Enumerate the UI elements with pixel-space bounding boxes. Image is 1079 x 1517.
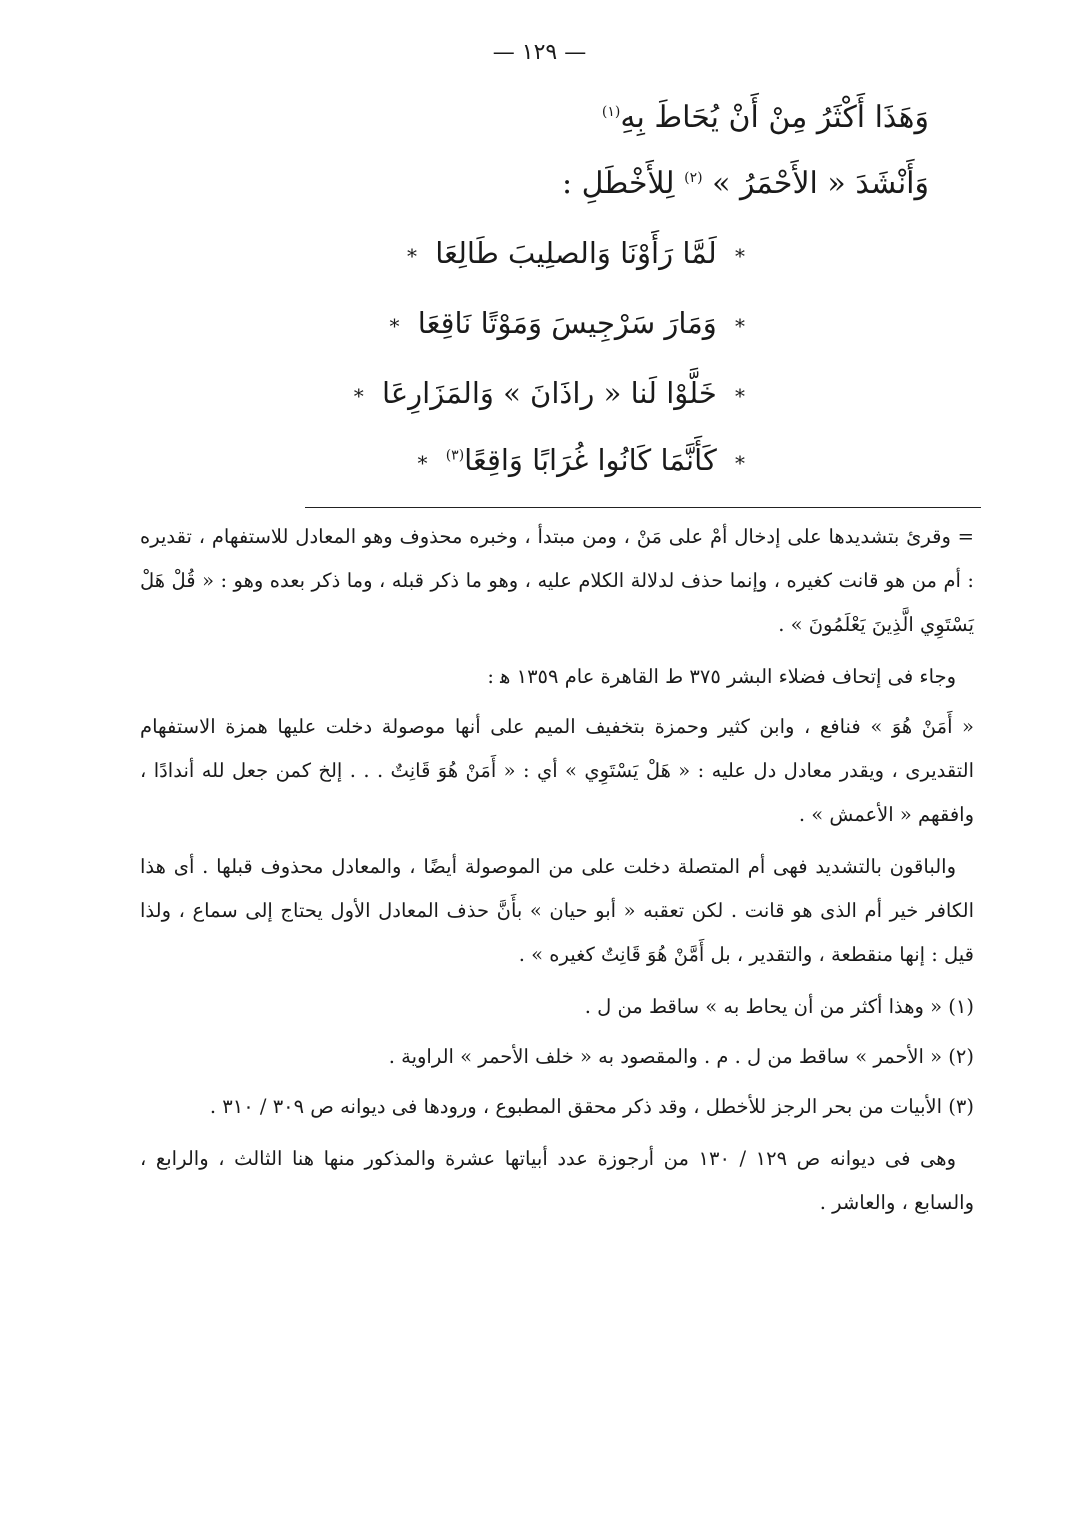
verse-line-3 bbox=[334, 376, 754, 410]
verse-text: خَلَّوْا لَنا « راذَانَ » وَالمَزَارِعَا bbox=[382, 376, 717, 410]
verse-star-marker: * bbox=[353, 384, 364, 408]
page-number: — ١٢٩ — bbox=[492, 40, 587, 65]
main-line-2-part-1: وَأَنْشَدَ « الأَحْمَرُ » bbox=[712, 166, 929, 201]
note-paragraph-5: وهى فى ديوانه ص ١٢٩ / ١٣٠ من أرجوزة عدد أبياتها عشرة والمذكور منها هنا الثالث ، والرابع ، والسابع ، والعاشر . bbox=[140, 1147, 974, 1214]
note-paragraph-1: = وقرئ بتشديدها على إدخال أمْ على مَنْ ، ومن مبتدأ ، وخبره محذوف وهو المعادل للاستفهام ، تقديره : أم من هو قانت كغيره ، وإنما حذف لدلالة الكلام عليه ، وهو ما ذكر قبله ، وما ذكر بعده وهو : « قُلْ هَلْ يَسْتَوِي الَّذِينَ يَعْلَمُونَ » . bbox=[140, 525, 974, 636]
main-line-1-text: وَهَذَا أَكْثَرُ مِنْ أَنْ يُحَاطَ بِهِ bbox=[620, 100, 929, 135]
verse-line-2 bbox=[334, 306, 754, 340]
verse-text: كَأَنَّمَا كَانُوا غُرَابًا وَاقِعًا bbox=[464, 443, 717, 477]
footnotes-section bbox=[140, 515, 974, 1233]
verse-star-marker: * bbox=[735, 451, 745, 475]
footnote-ref-3: (٣) bbox=[445, 447, 465, 464]
main-line-1 bbox=[150, 100, 929, 135]
footnote-ref-1: (١) bbox=[601, 104, 621, 120]
note-paragraph-4: والباقون بالتشديد فهى أم المتصلة دخلت على من الموصولة أيضًا ، والمعادل محذوف قبلها . أى هذا الكافر خير أم الذى هو قانت . لكن تعقبه « أبو حيان » بأَنَّ حذف المعادل الأول يحتاج إلى سماع ، ولذا قيل : إنها منقطعة ، والتقدير ، بل أَمَّنْ هُوَ قَانِتٌ كغيره » . bbox=[140, 855, 974, 966]
footnote-3: (٣) الأبيات من بحر الرجز للأخطل ، وقد ذكر محقق المطبوع ، ورودها فى ديوانه ص ٣٠٩ / ٣١٠ . bbox=[209, 1095, 974, 1118]
verse-star-marker: * bbox=[389, 314, 400, 338]
verse-text: لَمَّا رَأَوْنَا وَالصلِيبَ طَالِعَا bbox=[435, 236, 717, 270]
main-line-2 bbox=[150, 166, 929, 201]
verse-star-marker: * bbox=[407, 244, 418, 268]
verse-star-marker: * bbox=[735, 314, 745, 338]
verse-line-4 bbox=[334, 443, 754, 477]
footnote-separator bbox=[305, 507, 981, 508]
verse-line-1 bbox=[334, 236, 754, 270]
note-paragraph-3: « أَمَنْ هُوَ » فنافع ، وابن كثير وحمزة بتخفيف الميم على أنها موصولة دخلت عليها همزة الاستفهام التقديرى ، ويقدر معادل دل عليه : « هَلْ يَسْتَوِي » أي : « أَمَنْ هُوَ قَانِتٌ . . . إلخ كمن جعل لله أندادًا ، وافقهم « الأعمش » . bbox=[140, 715, 974, 826]
footnote-1: (١) « وهذا أكثر من أن يحاط به » ساقط من ل . bbox=[584, 995, 974, 1018]
verse-star-marker: * bbox=[735, 244, 745, 268]
main-line-2-part-2: لِلأَخْطَلِ : bbox=[561, 166, 675, 201]
verse-star-marker: * bbox=[735, 384, 745, 408]
note-paragraph-2: وجاء فى إتحاف فضلاء البشر ٣٧٥ ط القاهرة عام ١٣٥٩ ﻫ : bbox=[487, 665, 956, 688]
footnote-ref-2: (٢) bbox=[684, 170, 703, 186]
footnote-2: (٢) « الأحمر » ساقط من ل . م . والمقصود به « خلف الأحمر » الراوية . bbox=[388, 1045, 974, 1068]
verse-star-marker: * bbox=[417, 451, 428, 475]
verse-text: وَمَارَ سَرْجِيسَ وَمَوْتًا نَاقِعَا bbox=[417, 306, 717, 340]
